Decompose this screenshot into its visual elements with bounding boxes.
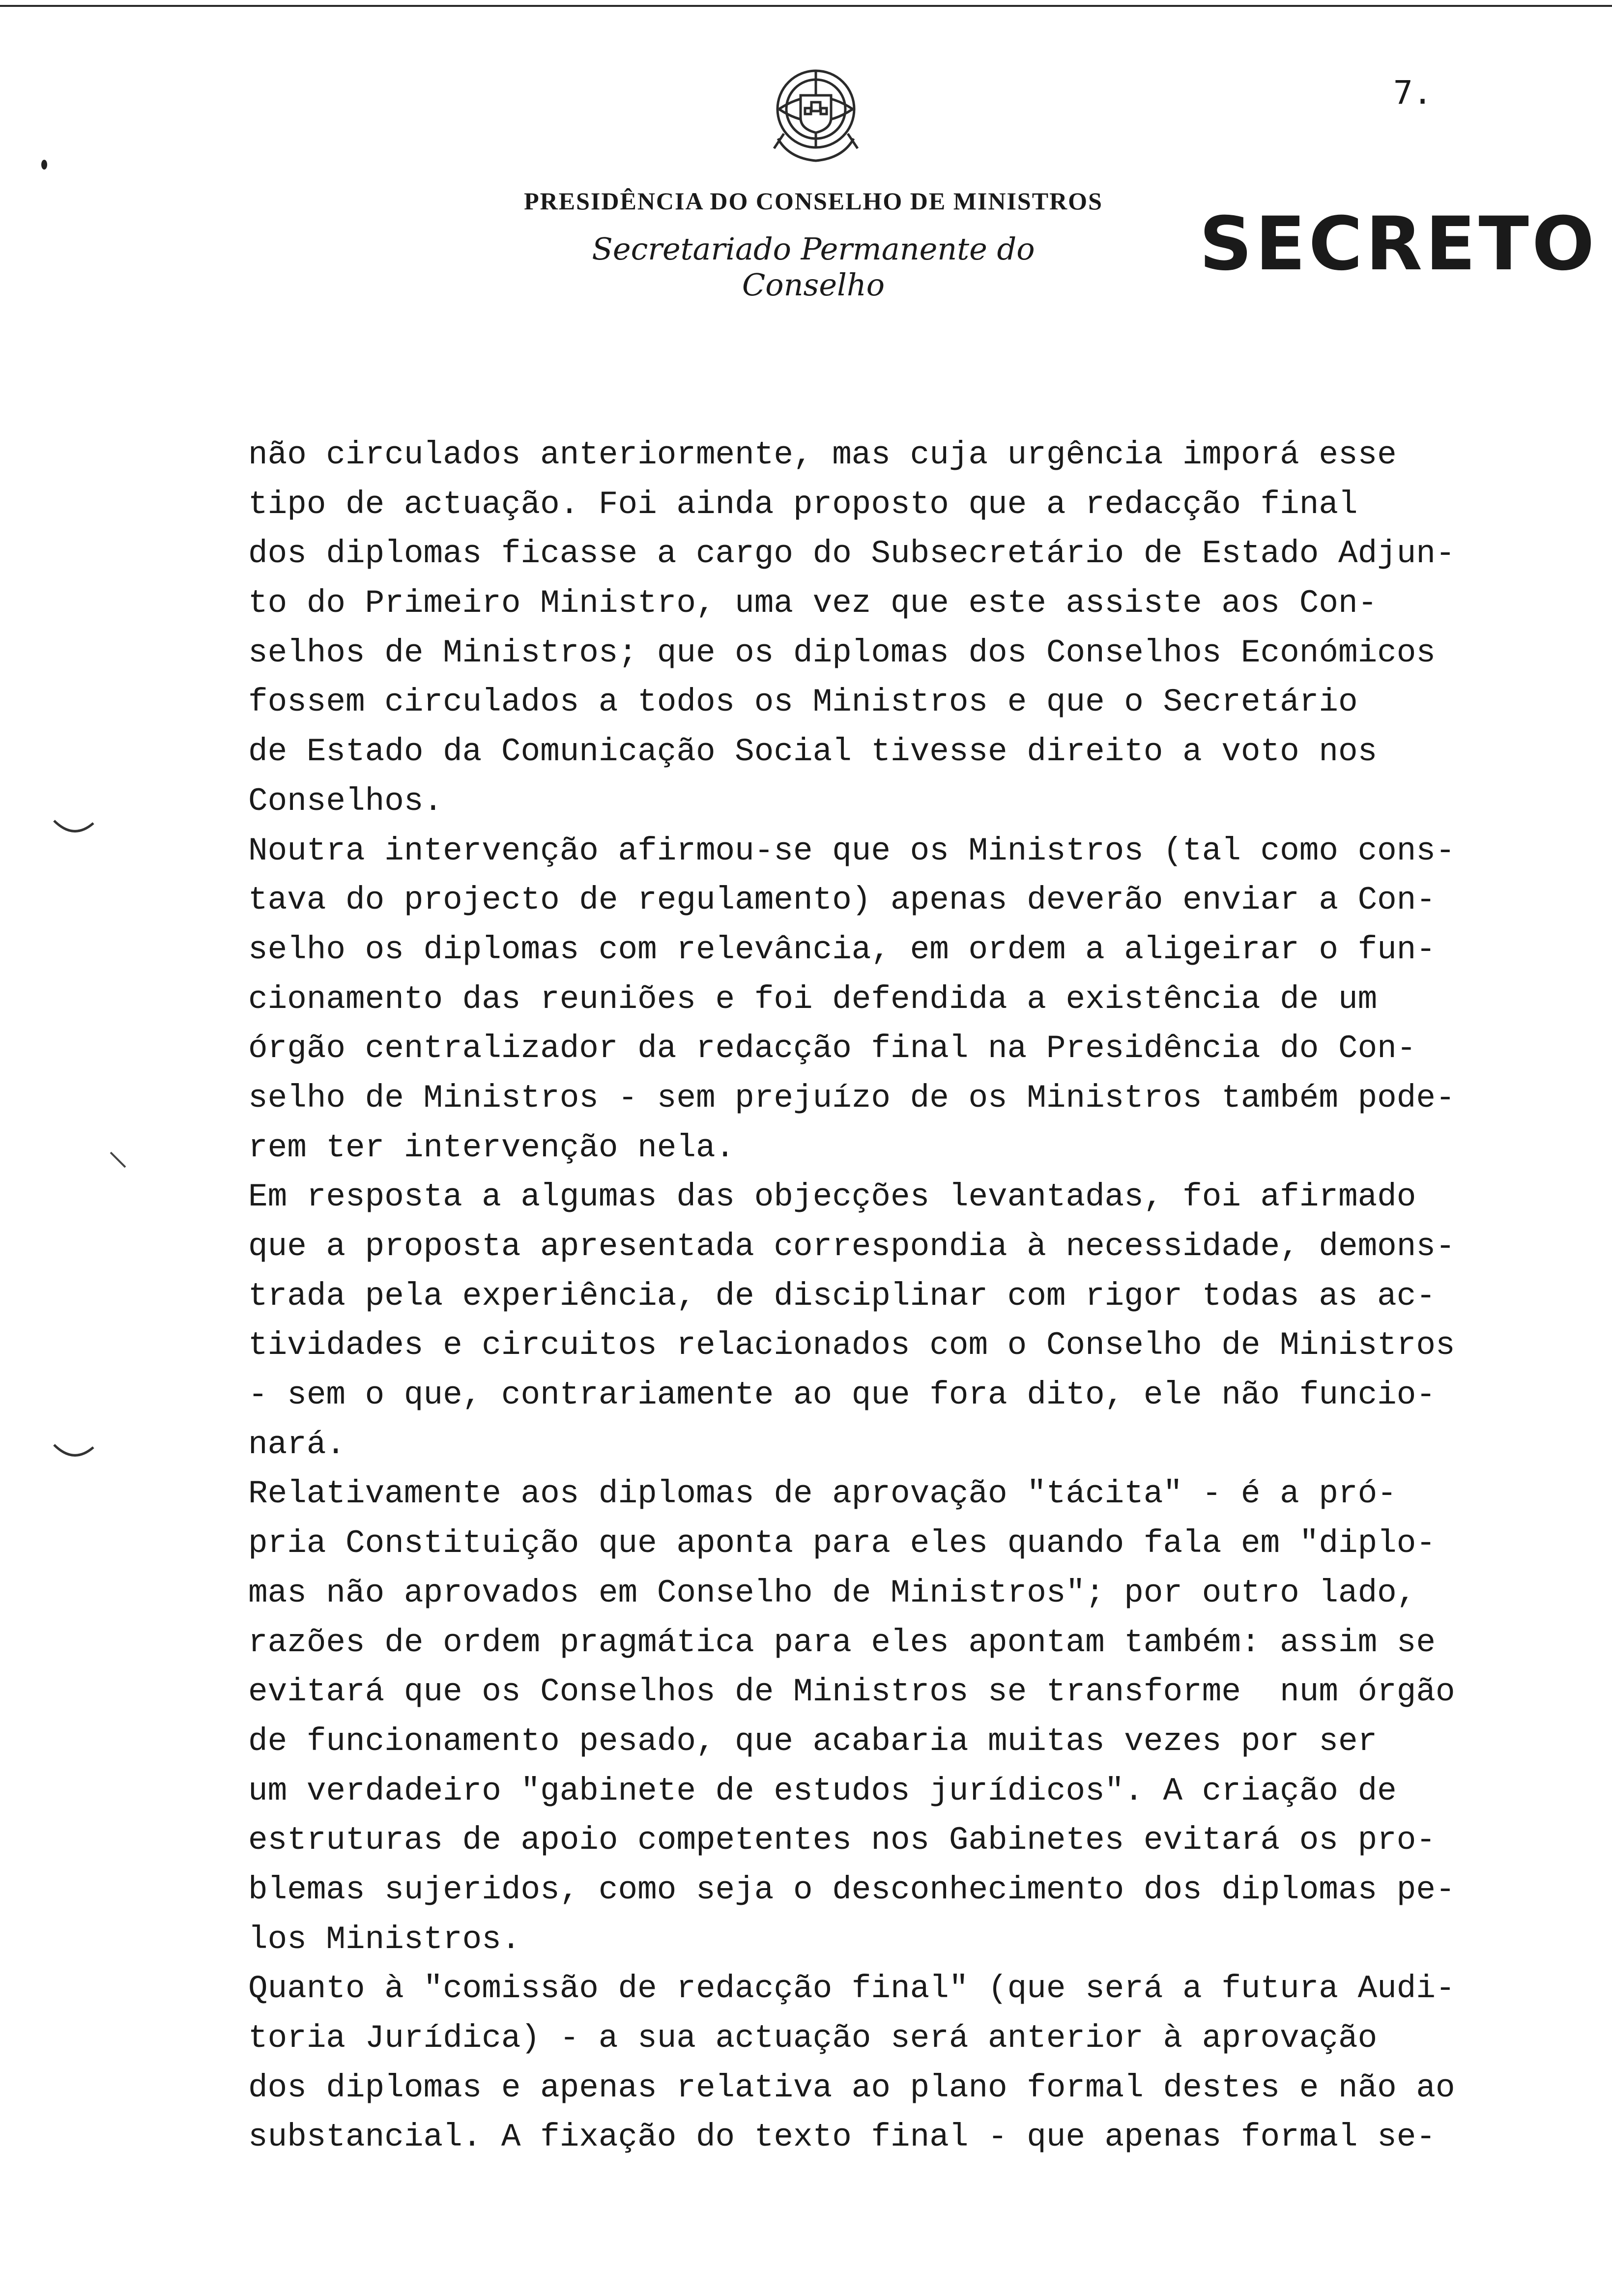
body-line: Quanto à "comissão de redacção final" (que será a futura Audi- [248,1970,1455,2008]
body-line: um verdadeiro "gabinete de estudos jurídicos". A criação de [248,1772,1397,1809]
classification-stamp: SECRETO [1199,201,1598,287]
body-line: selho os diplomas com relevância, em ordem a aligeirar o fun- [248,931,1436,968]
body-line: Conselhos. [248,782,443,820]
body-line: estruturas de apoio competentes nos Gabinetes evitará os pro- [248,1822,1436,1859]
scan-speck [39,157,49,172]
body-line: rem ter intervenção nela. [248,1129,735,1166]
document-body [248,430,1506,2162]
body-line: tipo de actuação. Foi ainda proposto que a redacção final [248,486,1358,523]
punch-hole-mark [49,816,98,845]
body-line: dos diplomas e apenas relativa ao plano formal destes e não ao [248,2069,1455,2106]
body-line: trada pela experiência, de disciplinar com rigor todas as ac- [248,1277,1436,1315]
body-line: órgão centralizador da redacção final na Presidência do Con- [248,1030,1416,1067]
department-name: Secretariado Permanente do Conselho [592,231,1035,303]
body-line: to do Primeiro Ministro, uma vez que este assiste aos Con- [248,585,1378,622]
body-line: tava do projecto de regulamento) apenas deverão enviar a Con- [248,882,1436,919]
page-number: 7. [1393,74,1433,112]
body-line: razões de ordem pragmática para eles apontam também: assim se [248,1624,1436,1661]
body-line: selhos de Ministros; que os diplomas dos Conselhos Económicos [248,634,1436,671]
body-line: fossem circulados a todos os Ministros e que o Secretário [248,684,1358,721]
body-line: nará. [248,1426,346,1463]
body-line: substancial. A fixação do texto final - que apenas formal se- [248,2119,1436,2156]
body-line: que a proposta apresentada correspondia à necessidade, demons- [248,1228,1455,1265]
body-line: selho de Ministros - sem prejuízo de os Ministros também pode- [248,1079,1455,1117]
portuguese-coat-of-arms-icon [759,55,872,168]
scan-speck [108,1150,128,1170]
body-line: Relativamente aos diplomas de aprovação "tácita" - é a pró- [248,1475,1397,1513]
body-line: los Ministros. [248,1921,521,1958]
top-border-line [0,5,1612,7]
body-line: pria Constituição que aponta para eles quando fala em "diplo- [248,1525,1436,1562]
body-line: tividades e circuitos relacionados com o Conselho de Ministros [248,1327,1455,1364]
body-line: dos diplomas ficasse a cargo do Subsecretário de Estado Adjun- [248,535,1455,573]
body-line: evitará que os Conselhos de Ministros se transforme num órgão [248,1673,1455,1711]
institution-name: PRESIDÊNCIA DO CONSELHO DE MINISTROS [524,187,1103,215]
body-line: de funcionamento pesado, que acabaria muitas vezes por ser [248,1722,1378,1760]
body-line: de Estado da Comunicação Social tivesse direito a voto nos [248,733,1378,771]
punch-hole-mark [49,1440,98,1469]
body-line: Noutra intervenção afirmou-se que os Ministros (tal como cons- [248,832,1455,869]
body-line: mas não aprovados em Conselho de Ministros"; por outro lado, [248,1574,1416,1611]
body-line: toria Jurídica) - a sua actuação será anterior à aprovação [248,2020,1378,2057]
body-line: não circulados anteriormente, mas cuja urgência imporá esse [248,436,1397,473]
body-line: Em resposta a algumas das objecções levantadas, foi afirmado [248,1178,1416,1216]
body-line: - sem o que, contrariamente ao que fora dito, ele não funcio- [248,1377,1436,1414]
body-line: cionamento das reuniões e foi defendida a existência de um [248,980,1378,1018]
body-line: blemas sujeridos, como seja o desconhecimento dos diplomas pe- [248,1871,1455,1908]
